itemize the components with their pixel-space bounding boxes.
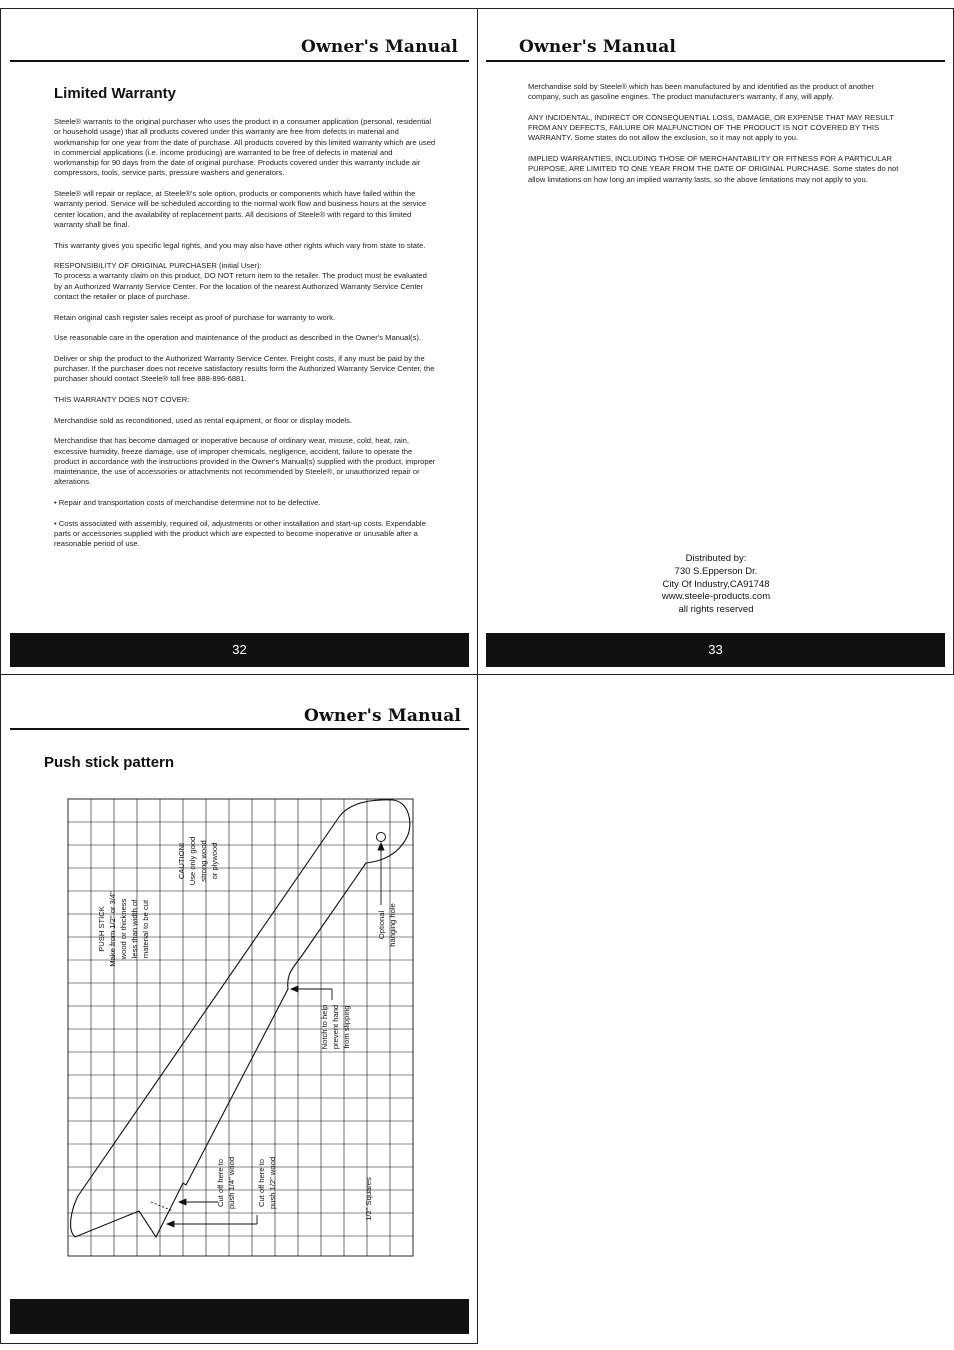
caution-line: CAUTION! [177, 842, 186, 880]
manual-page-34 [0, 674, 478, 1344]
caution-note [177, 837, 219, 886]
distributor-label: Distributed by: [685, 553, 747, 564]
paragraph: Deliver or ship the product to the Authorized Warranty Service Center. Freight costs, if any must be paid by the purchaser. If the purchaser does not receive satisfactory results form the Authorized Warranty Service Center, the purchaser should contact Steele® toll free 888-896-6881. [54, 353, 435, 384]
paragraph: Merchandise sold by Steele® which has been manufactured by and identified as the product of another company, such as gasoline engines. The product manufacturer's warranty, if any, will apply. [528, 82, 875, 102]
paragraph: Merchandise that has become damaged or inoperative because of ordinary wear, misuse, cold, heat, rain, excessive humidity, freeze damage, use of improper chemicals, negligence, accident, failure to operate the product in accordance with the instructions provided in the Owner's Manual(s) supplied with the product, improper maintenance, the use of accessories or attachments not recommended by Steele®, or unauthorized repair or alterations. [54, 436, 436, 487]
warranty-text [54, 117, 436, 560]
push-stick-outline [71, 800, 410, 1237]
notch-line: from slipping [342, 1005, 351, 1049]
push-stick-line: Make from 1/2" or 3/4" [108, 891, 117, 967]
paragraph: ANY INCIDENTAL, INDIRECT OR CONSEQUENTIAL LOSS, DAMAGE, OR EXPENSE THAT MAY RESULT FROM ANY DEFECTS, FAILURE OR MALFUNCTION OF THE PRODUCT IS NOT COVERED BY THIS WARRANTY. Some states do not allow the exclusion, so it may not apply to you. [528, 112, 894, 143]
cut-line-half [151, 1202, 173, 1211]
manual-page-33 [477, 8, 954, 675]
page-number: 33 [708, 642, 723, 657]
paragraph: Use reasonable care in the operation and maintenance of the product as described in the Owner's Manual(s). [54, 333, 422, 343]
distributor-street: 730 S.Epperson Dr. [674, 565, 758, 577]
squares-label: 1/2" Squares [364, 1177, 373, 1221]
page-header-title: Owner's Manual [301, 37, 459, 57]
cut-half-line: push 1/2" wood [268, 1156, 277, 1210]
header-rule [10, 60, 469, 62]
paragraph: Merchandise sold as reconditioned, used as rental equipment, or floor or display models. [54, 415, 353, 425]
hanging-hole-arrow [378, 843, 384, 905]
caution-line: or plywood [210, 842, 219, 880]
push-stick-line: less than width of [130, 899, 139, 959]
grid-squares [68, 799, 413, 1256]
section-title: Push stick pattern [44, 754, 175, 771]
section-title: Limited Warranty [54, 85, 176, 102]
distributor-info [616, 553, 816, 617]
header-rule [486, 60, 945, 62]
page-header-title: Owner's Manual [519, 37, 677, 57]
page-footer [10, 633, 469, 667]
push-stick-line: wood or thickness [119, 898, 128, 960]
hanging-hole-line: hanging hole [388, 903, 397, 947]
hanging-hole-note [377, 903, 397, 947]
paragraph: RESPONSIBILITY OF ORIGINAL PURCHASER (initial User): To process a warranty claim on this product, DO NOT return item to the retailer. The product must be evaluated by an Authorized Warranty Service Center. For the location of the nearest Authorized Warranty Service Center contact the retailer or place of purchase. [54, 261, 427, 302]
page-header-title: Owner's Manual [304, 706, 462, 726]
paragraph: • Repair and transportation costs of merchandise determine not to be defective. [54, 497, 321, 507]
paragraph: Steele® will repair or replace, at Steele®'s sole option, products or components which have failed within the warranty period. Service will be scheduled according to the normal work flow and business hours at the service center location, and the availability of replacement parts. All decisions of Steele® with regard to this limited warranty shall be final. [54, 189, 427, 229]
paragraph: This warranty gives you specific legal rights, and you may also have other rights which vary from state to state. [54, 240, 426, 250]
cut-quarter-line: Cut off here to [216, 1159, 225, 1207]
grid-border [68, 799, 413, 1256]
distributor-website: www.steele-products.com [661, 591, 771, 603]
squares-note [364, 1177, 373, 1221]
hanging-hole-circle [377, 833, 386, 842]
caution-line: Use only good [188, 836, 197, 886]
distributor-rights: all rights reserved [678, 604, 754, 616]
notch-line: prevent hand [331, 1004, 340, 1050]
hanging-hole-line: Optional [377, 910, 386, 940]
cut-quarter-line: push 1/4" wood [227, 1156, 236, 1210]
push-stick-note [97, 891, 150, 967]
page-footer [10, 1299, 469, 1334]
distributor-city: City Of Industry,CA91748 [662, 578, 770, 590]
paragraph: Steele® warrants to the original purchaser who uses the product in a consumer application (personal, residential or household usage) that all products covered under this warranty are free from defects in material and workmanship for one year from the date of purchase. All products covered by this limited warranty which are used in commercial applications (i.e. income producing) are warranted to be free of defects in material and workmanship for 90 days from the date of original purchase. Products covered under this warranty include air compressors, tools, service parts, pressure washers and generators. [54, 117, 436, 178]
cut-half-arrow [167, 1215, 257, 1227]
page-number: 32 [232, 642, 247, 657]
cut-half-note [257, 1157, 277, 1209]
warranty-text [528, 82, 904, 195]
manual-page-32 [0, 8, 478, 675]
cut-quarter-note [216, 1157, 236, 1209]
paragraph: • Costs associated with assembly, required oil, adjustments or other installation and start-up costs. Expendable parts or accessories supplied with the product which are expected to become inoperative or unusable after a reasonable period of use. [54, 518, 426, 549]
paragraph: IMPLIED WARRANTIES, INCLUDING THOSE OF MERCHANTABILITY OR FITNESS FOR A PARTICULAR PURPOSE, ARE LIMITED TO ONE YEAR FROM THE DATE OF ORIGINAL PURCHASE. Some states do not allow limitations on how long an implied warranty lasts, so the above limitations may not apply to you. [528, 154, 899, 184]
notch-note [320, 1005, 351, 1050]
paragraph: THIS WARRANTY DOES NOT COVER: [54, 395, 190, 405]
caution-line: strong wood [199, 840, 208, 882]
cut-quarter-arrow [179, 1199, 218, 1205]
cut-half-line: Cut off here to [257, 1159, 266, 1207]
page-footer [486, 633, 945, 667]
notch-arrow [291, 986, 332, 1000]
notch-line: Notch to help [320, 1004, 329, 1050]
paragraph: Retain original cash register sales receipt as proof of purchase for warranty to work. [54, 312, 336, 322]
push-stick-line: material to be cut [141, 899, 150, 959]
push-stick-diagram [1, 675, 479, 1345]
push-stick-line: PUSH STICK [97, 906, 106, 952]
